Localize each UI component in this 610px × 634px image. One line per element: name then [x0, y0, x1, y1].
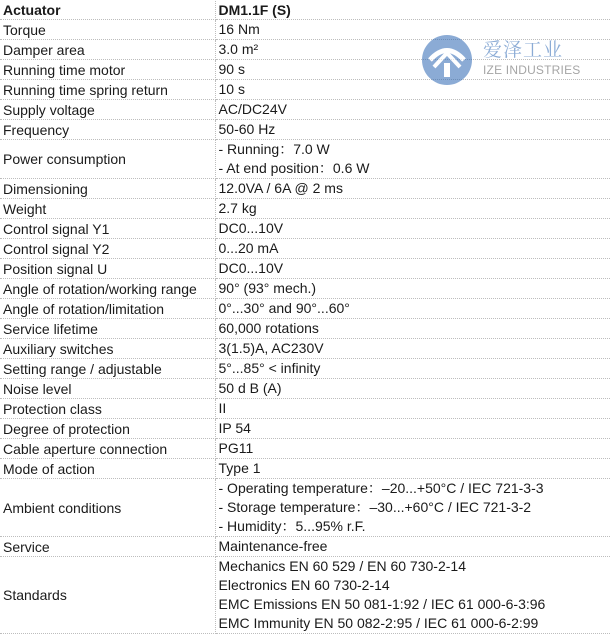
spec-row [0, 359, 610, 379]
spec-value-line: EMC Emissions EN 50 081-1:92 / IEC 61 000-6-3:96 [219, 595, 610, 614]
spec-row [0, 40, 610, 60]
spec-row [0, 259, 610, 279]
spec-value [215, 259, 610, 279]
spec-value [215, 199, 610, 219]
spec-value [215, 40, 610, 60]
spec-label: Mode of action [0, 459, 215, 479]
spec-value-line: Type 1 [219, 459, 610, 478]
spec-value [215, 557, 610, 634]
spec-label: Setting range / adjustable [0, 359, 215, 379]
spec-value-line: 16 Nm [219, 20, 610, 39]
spec-value-line: 0...20 mA [219, 239, 610, 258]
spec-label: Position signal U [0, 259, 215, 279]
spec-label: Frequency [0, 120, 215, 140]
spec-value-line: - Humidity：5...95% r.F. [219, 517, 610, 536]
spec-row [0, 439, 610, 459]
spec-value [215, 179, 610, 199]
spec-value-line: IP 54 [219, 419, 610, 438]
watermark-cn-text: 爱泽工业 [483, 35, 563, 62]
spec-value-line: - Operating temperature：–20...+50°C / IEC 721-3-3 [219, 479, 610, 498]
spec-row [0, 140, 610, 179]
spec-value [215, 100, 610, 120]
spec-row [0, 279, 610, 299]
spec-value-line: 12.0VA / 6A @ 2 ms [219, 179, 610, 198]
spec-row [0, 459, 610, 479]
spec-label: Running time spring return [0, 80, 215, 100]
spec-label: Degree of protection [0, 419, 215, 439]
header-label: Actuator [0, 1, 215, 20]
spec-value-line: AC/DC24V [219, 100, 610, 119]
spec-value-line: Maintenance-free [219, 537, 610, 556]
spec-label: Angle of rotation/limitation [0, 299, 215, 319]
spec-value [215, 120, 610, 140]
spec-value [215, 219, 610, 239]
spec-value [215, 479, 610, 537]
spec-row [0, 179, 610, 199]
spec-label: Protection class [0, 399, 215, 419]
spec-row [0, 100, 610, 120]
spec-value-line: II [219, 399, 610, 418]
spec-value [215, 399, 610, 419]
spec-label: Angle of rotation/working range [0, 279, 215, 299]
spec-row [0, 60, 610, 80]
spec-label: Cable aperture connection [0, 439, 215, 459]
spec-value [215, 439, 610, 459]
spec-value-line: 5°...85° < infinity [219, 359, 610, 378]
spec-row [0, 399, 610, 419]
spec-label: Supply voltage [0, 100, 215, 120]
spec-label: Auxiliary switches [0, 339, 215, 359]
spec-row [0, 339, 610, 359]
spec-value [215, 279, 610, 299]
spec-value-line: 10 s [219, 80, 610, 99]
spec-value-line: DC0...10V [219, 259, 610, 278]
spec-row [0, 419, 610, 439]
spec-value-line: Electronics EN 60 730-2-14 [219, 576, 610, 595]
spec-value-line: 3(1.5)A, AC230V [219, 339, 610, 358]
spec-row [0, 120, 610, 140]
spec-value-line: 90 s [219, 60, 610, 79]
spec-value [215, 140, 610, 179]
spec-row [0, 239, 610, 259]
spec-value [215, 239, 610, 259]
spec-row [0, 20, 610, 40]
spec-value-line: 60,000 rotations [219, 319, 610, 338]
spec-value [215, 537, 610, 557]
spec-table [0, 1, 610, 634]
spec-value-line: - At end position：0.6 W [219, 159, 610, 178]
spec-table-body [0, 1, 610, 634]
spec-value-line: PG11 [219, 439, 610, 458]
spec-label: Standards [0, 557, 215, 634]
spec-value-line: 50 d B (A) [219, 379, 610, 398]
spec-row [0, 299, 610, 319]
spec-label: Dimensioning [0, 179, 215, 199]
spec-value-line: 3.0 m² [219, 40, 610, 59]
spec-value-line: DC0...10V [219, 219, 610, 238]
spec-label: Service [0, 537, 215, 557]
spec-value-line: 2.7 kg [219, 199, 610, 218]
spec-label: Ambient conditions [0, 479, 215, 537]
spec-value [215, 419, 610, 439]
spec-value-line: - Running：7.0 W [219, 140, 610, 159]
spec-value [215, 299, 610, 319]
spec-label: Power consumption [0, 140, 215, 179]
header-value: DM1.1F (S) [215, 1, 610, 20]
spec-row [0, 80, 610, 100]
spec-value [215, 20, 610, 40]
spec-label: Service lifetime [0, 319, 215, 339]
spec-label: Weight [0, 199, 215, 219]
watermark-en-text: IZE INDUSTRIES [483, 63, 580, 77]
spec-label: Running time motor [0, 60, 215, 80]
spec-value [215, 60, 610, 80]
spec-value [215, 379, 610, 399]
spec-row [0, 479, 610, 537]
spec-label: Noise level [0, 379, 215, 399]
spec-value-line: EMC Immunity EN 50 082-2:95 / IEC 61 000-6-2:99 [219, 614, 610, 633]
header-row [0, 1, 610, 20]
spec-row [0, 557, 610, 634]
spec-value [215, 319, 610, 339]
spec-value [215, 359, 610, 379]
spec-row [0, 219, 610, 239]
spec-value-line: Mechanics EN 60 529 / EN 60 730-2-14 [219, 557, 610, 576]
spec-value [215, 459, 610, 479]
spec-row [0, 199, 610, 219]
spec-value [215, 339, 610, 359]
spec-label: Control signal Y1 [0, 219, 215, 239]
spec-value [215, 80, 610, 100]
spec-value-line: 50-60 Hz [219, 120, 610, 139]
spec-row [0, 379, 610, 399]
spec-value-line: 90° (93° mech.) [219, 279, 610, 298]
spec-value-line: 0°...30° and 90°...60° [219, 299, 610, 318]
spec-label: Control signal Y2 [0, 239, 215, 259]
spec-label: Damper area [0, 40, 215, 60]
spec-row [0, 319, 610, 339]
spec-row [0, 537, 610, 557]
spec-label: Torque [0, 20, 215, 40]
spec-value-line: - Storage temperature：–30...+60°C / IEC 721-3-2 [219, 498, 610, 517]
